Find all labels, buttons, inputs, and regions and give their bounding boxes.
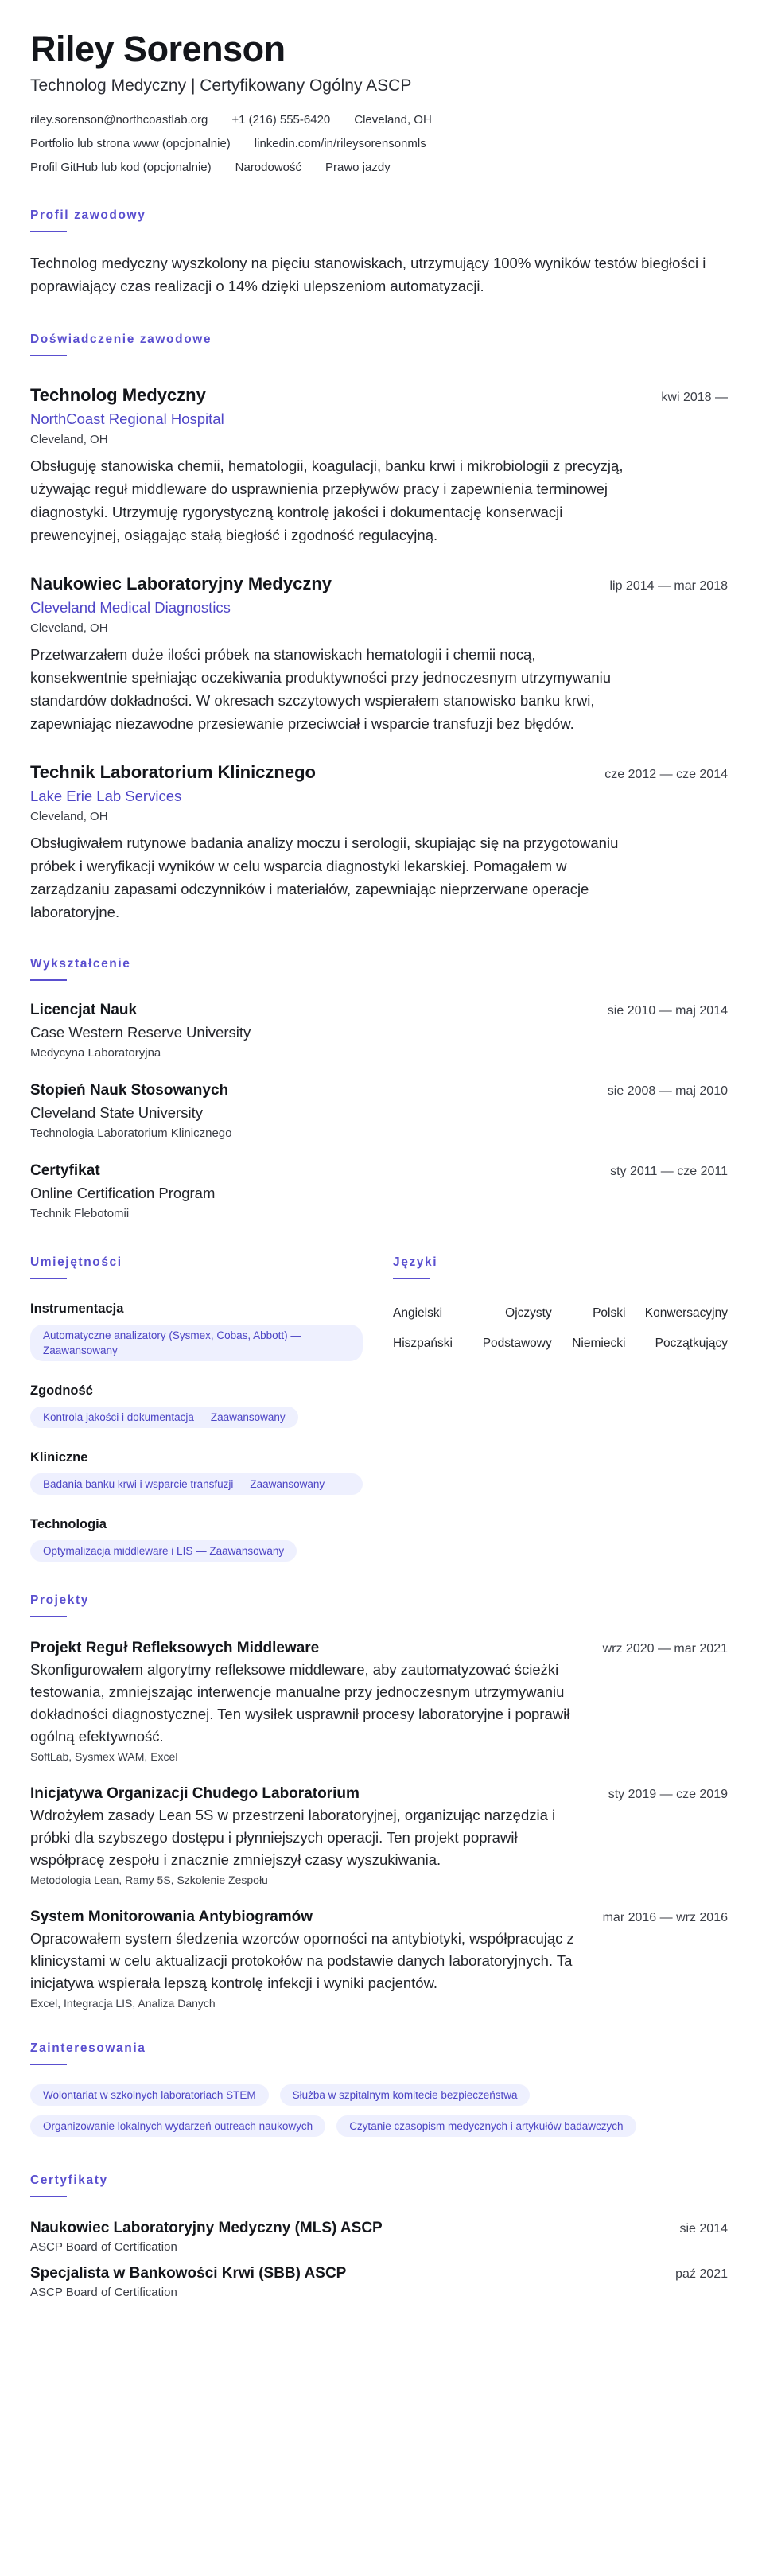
interest-pill: Organizowanie lokalnych wydarzeń outreach naukowych	[30, 2115, 325, 2137]
certificate-entry	[30, 2265, 728, 2299]
language-level: Konwersacyjny	[644, 1306, 728, 1320]
job-title: Technolog Medyczny	[30, 385, 206, 405]
contact-row	[30, 108, 728, 132]
interest-pill: Czytanie czasopism medycznych i artykułów badawczych	[336, 2115, 636, 2137]
project-dates: sty 2019 — cze 2019	[608, 1788, 728, 1801]
github-link[interactable]: Profil GitHub lub kod (opcjonalnie)	[30, 161, 212, 174]
email-link[interactable]: riley.sorenson@northcoastlab.org	[30, 113, 208, 126]
education-entry	[30, 1162, 728, 1220]
project-technologies: Metodologia Lean, Ramy 5S, Szkolenie Zespołu	[30, 1874, 268, 1886]
company-name: Cleveland Medical Diagnostics	[30, 599, 231, 616]
experience-section	[30, 333, 728, 924]
skill-pill: Badania banku krwi i wsparcie transfuzji — Zaawansowany	[30, 1473, 363, 1495]
section-divider	[393, 1278, 430, 1279]
project-description: Wdrożyłem zasady Lean 5S w przestrzeni laboratoryjnej, organizując narzędzia i próbki dla szybszego dostępu i płynniejszych operacji. Ten projekt poprawił współpracę zespołu i znacznie zmniejszył czasy wyszukiwania.	[30, 1807, 556, 1868]
section-title: Wykształcenie	[30, 957, 131, 971]
project-entry	[30, 1909, 728, 2010]
skill-category-name: Zgodność	[30, 1383, 93, 1398]
skill-category	[30, 1383, 363, 1428]
language-name: Angielski	[393, 1306, 443, 1320]
project-entry	[30, 1785, 728, 1886]
company-name: Lake Erie Lab Services	[30, 788, 182, 804]
degree: Stopień Nauk Stosowanych	[30, 1082, 229, 1099]
project-description: Opracowałem system śledzenia wzorców oporności na antybiotyki, współpracując z klinicystami w celu aktualizacji protokołów na podstawie danych laboratoryjnych. Ta inicjatywa wspierała lepszą kontrolę infekcji i wyniki pacjentów.	[30, 1930, 574, 1991]
skill-category	[30, 1450, 363, 1495]
certificate-entry	[30, 2220, 728, 2254]
projects-section	[30, 1593, 728, 2010]
education-section	[30, 957, 728, 1220]
field-of-study: Technik Flebotomii	[30, 1207, 130, 1220]
candidate-name: Riley Sorenson	[30, 29, 286, 69]
skill-category	[30, 1517, 363, 1562]
certificate-issuer: ASCP Board of Certification	[30, 2286, 177, 2299]
section-title: Doświadczenie zawodowe	[30, 333, 212, 346]
section-title: Umiejętności	[30, 1255, 122, 1269]
certificate-issuer: ASCP Board of Certification	[30, 2240, 177, 2254]
project-name: Projekt Reguł Refleksowych Middleware	[30, 1640, 320, 1656]
section-divider	[30, 1278, 67, 1279]
job-location: Cleveland, OH	[30, 810, 108, 823]
certificate-name: Specjalista w Bankowości Krwi (SBB) ASCP	[30, 2265, 347, 2282]
job-location: Cleveland, OH	[30, 621, 108, 635]
project-name: System Monitorowania Antybiogramów	[30, 1909, 313, 1925]
language-level: Podstawowy	[482, 1337, 552, 1350]
job-title: Technik Laboratorium Klinicznego	[30, 762, 316, 782]
education-dates: sie 2008 — maj 2010	[607, 1084, 728, 1098]
skill-category-name: Technologia	[30, 1517, 107, 1531]
candidate-headline: Technolog Medyczny | Certyfikowany Ogólny ASCP	[30, 76, 412, 95]
section-divider	[30, 355, 67, 356]
section-title: Zainteresowania	[30, 2041, 146, 2055]
profile-summary: Technolog medyczny wyszkolony na pięciu stanowiskach, utrzymujący 100% wyników testów biegłości i poprawiający czas realizacji o 14% dzięki ulepszeniom automatyzacji.	[30, 255, 706, 294]
skills-section	[30, 1255, 363, 1562]
driving-license: Prawo jazdy	[325, 161, 391, 174]
certificates-section	[30, 2173, 728, 2299]
education-entry	[30, 1082, 728, 1140]
language-level: Ojczysty	[505, 1306, 552, 1320]
project-entry	[30, 1640, 728, 1763]
job-title: Naukowiec Laboratoryjny Medyczny	[30, 574, 332, 593]
nationality: Narodowość	[235, 161, 301, 174]
section-title: Profil zawodowy	[30, 208, 146, 222]
skill-pill: Optymalizacja middleware i LIS — Zaawansowany	[30, 1540, 297, 1562]
skill-category-name: Kliniczne	[30, 1450, 88, 1465]
project-name: Inicjatywa Organizacji Chudego Laboratorium	[30, 1785, 360, 1802]
interests-list	[30, 2084, 730, 2137]
languages-table	[393, 1298, 728, 1359]
project-technologies: Excel, Integracja LIS, Analiza Danych	[30, 1997, 216, 2010]
section-title: Certyfikaty	[30, 2173, 108, 2187]
education-dates: sty 2011 — cze 2011	[610, 1165, 728, 1178]
language-name: Niemiecki	[572, 1337, 626, 1350]
field-of-study: Medycyna Laboratoryjna	[30, 1046, 161, 1060]
degree: Certyfikat	[30, 1162, 100, 1179]
profile-section	[30, 208, 728, 298]
education-entry	[30, 1002, 728, 1060]
language-name: Hiszpański	[393, 1337, 453, 1350]
section-divider	[30, 979, 67, 981]
language-level: Początkujący	[655, 1337, 728, 1350]
language-name: Polski	[593, 1306, 626, 1320]
language-row	[393, 1298, 728, 1329]
section-divider	[30, 2196, 67, 2197]
skill-category-name: Instrumentacja	[30, 1302, 124, 1316]
interests-section	[30, 2041, 728, 2137]
school-name: Online Certification Program	[30, 1185, 216, 1201]
project-dates: mar 2016 — wrz 2016	[602, 1911, 728, 1924]
job-entry	[30, 762, 728, 924]
section-divider	[30, 1616, 67, 1617]
linkedin-link[interactable]: linkedin.com/in/rileysorensonmls	[254, 137, 426, 150]
contact-info	[30, 108, 728, 180]
resume-header	[30, 29, 728, 180]
job-entry	[30, 574, 728, 735]
field-of-study: Technologia Laboratorium Klinicznego	[30, 1127, 232, 1140]
skill-pill: Kontrola jakości i dokumentacja — Zaawansowany	[30, 1407, 298, 1428]
contact-row	[30, 156, 728, 180]
languages-section	[393, 1255, 728, 1562]
certificate-date: sie 2014	[679, 2222, 728, 2236]
phone-number: +1 (216) 555-6420	[231, 113, 331, 126]
section-title: Projekty	[30, 1593, 89, 1607]
skill-pill: Automatyczne analizatory (Sysmex, Cobas, Abbott) — Zaawansowany	[30, 1325, 363, 1361]
language-row	[393, 1329, 728, 1359]
certificate-date: paź 2021	[675, 2267, 728, 2281]
job-dates: kwi 2018 —	[661, 391, 728, 404]
job-entry	[30, 385, 728, 547]
section-title: Języki	[393, 1255, 438, 1269]
job-dates: cze 2012 — cze 2014	[604, 768, 728, 781]
project-technologies: SoftLab, Sysmex WAM, Excel	[30, 1750, 178, 1763]
portfolio-link[interactable]: Portfolio lub strona www (opcjonalnie)	[30, 137, 231, 150]
interest-pill: Służba w szpitalnym komitecie bezpieczeństwa	[280, 2084, 531, 2106]
job-description: Obsługiwałem rutynowe badania analizy moczu i serologii, skupiając się na przygotowaniu próbek i weryfikacji wyników w celu wsparcia diagnostyki lekarskiej. Pomagałem w zarządzaniu zapasami odczynników i materiałów, zapewniając nieprzerwane operacje laboratoryjne.	[30, 835, 619, 920]
job-dates: lip 2014 — mar 2018	[609, 579, 728, 593]
education-dates: sie 2010 — maj 2014	[607, 1004, 728, 1018]
project-description: Skonfigurowałem algorytmy refleksowe middleware, aby zautomatyzować ścieżki testowania, zmniejszając interwencje manualne przy jednoczesnym utrzymywaniu dokładności diagnostycznej. Ten wysiłek usprawnił procesy laboratoryjne i poprawił ogólną efektywność.	[30, 1661, 570, 1745]
job-location: Cleveland, OH	[30, 433, 108, 446]
skill-category	[30, 1302, 363, 1361]
school-name: Cleveland State University	[30, 1104, 203, 1121]
project-dates: wrz 2020 — mar 2021	[602, 1642, 728, 1656]
location: Cleveland, OH	[354, 113, 432, 126]
degree: Licencjat Nauk	[30, 1002, 138, 1018]
job-description: Obsługuję stanowiska chemii, hematologii, koagulacji, banku krwi i mikrobiologii z precyzją, używając reguł middleware do usprawnienia przepływów pracy i zapewnienia terminowej diagnostyki. Utrzymuję rygorystyczną kontrolę jakości i dokumentację konserwacji prewencyjnej, osiągając stałą biegłość i zgodność regulacyjną.	[30, 457, 624, 543]
certificate-name: Naukowiec Laboratoryjny Medyczny (MLS) ASCP	[30, 2220, 383, 2236]
school-name: Case Western Reserve University	[30, 1024, 251, 1041]
company-name: NorthCoast Regional Hospital	[30, 411, 224, 427]
contact-row	[30, 132, 728, 156]
job-description: Przetwarzałem duże ilości próbek na stanowiskach hematologii i chemii nocą, konsekwentnie spełniając oczekiwania produktywności przy jednoczesnym utrzymywaniu standardów dokładności. W okresach szczytowych wspierałem stanowisko banku krwi, zapewniając niezawodne przesiewanie przeciwciał i wsparcie transfuzji bez błędów.	[30, 646, 612, 732]
section-divider	[30, 231, 67, 232]
section-divider	[30, 2064, 67, 2065]
skills-languages-row	[30, 1255, 728, 1562]
interest-pill: Wolontariat w szkolnych laboratoriach STEM	[30, 2084, 269, 2106]
